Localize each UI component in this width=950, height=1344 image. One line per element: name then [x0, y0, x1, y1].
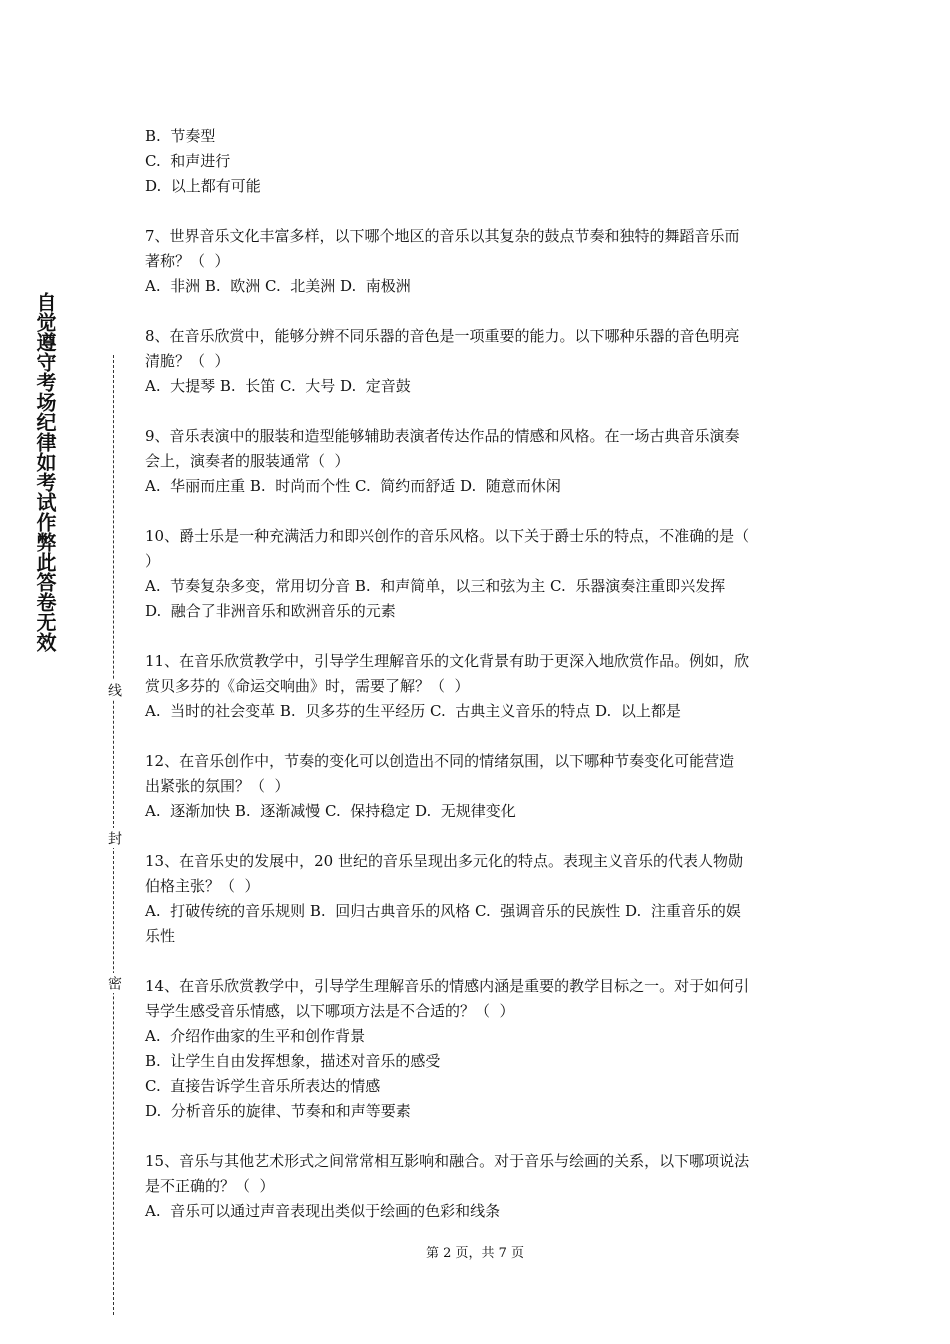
- option-line: A. 音乐可以通过声音表现出类似于绘画的色彩和线条: [145, 1202, 501, 1220]
- question-text: 14、在音乐欣赏教学中，引导学生理解音乐的情感内涵是重要的教学目标之一。对于如何引: [145, 977, 750, 995]
- question-text: 13、在音乐史的发展中，20 世纪的音乐呈现出多元化的特点。表现主义音乐的代表人物勋: [145, 852, 743, 870]
- question-7: [145, 224, 815, 299]
- question-text: 7、世界音乐文化丰富多样，以下哪个地区的音乐以其复杂的鼓点节奏和独特的舞蹈音乐而: [145, 227, 740, 245]
- option-line: A. 打破传统的音乐规则 B. 回归古典音乐的风格 C. 强调音乐的民族性 D. 注重音乐的娱: [145, 902, 741, 920]
- question-13: [145, 849, 815, 949]
- option-line: D. 以上都有可能: [145, 177, 261, 195]
- option-line: D. 分析音乐的旋律、节奏和和声等要素: [145, 1102, 411, 1120]
- option-line: D. 融合了非洲音乐和欧洲音乐的元素: [145, 602, 396, 620]
- option-line: B. 让学生自由发挥想象，描述对音乐的感受: [145, 1052, 441, 1070]
- option-line: A. 当时的社会变革 B. 贝多芬的生平经历 C. 古典主义音乐的特点 D. 以上都是: [145, 702, 681, 720]
- question-text: 赏贝多芬的《命运交响曲》时，需要了解？（ ）: [145, 677, 470, 695]
- question-text: 15、音乐与其他艺术形式之间常常相互影响和融合。对于音乐与绘画的关系，以下哪项说法: [145, 1152, 750, 1170]
- option-line: B. 节奏型: [145, 127, 216, 145]
- question-text: 10、爵士乐是一种充满活力和即兴创作的音乐风格。以下关于爵士乐的特点，不准确的是（: [145, 527, 750, 545]
- page-footer: 第 2 页，共 7 页: [425, 1246, 525, 1261]
- question-text: ）: [145, 552, 161, 570]
- exam-discipline-notice: 自觉遵守考场纪律如考试作弊此答卷无效: [33, 292, 57, 652]
- question-text: 12、在音乐创作中，节奏的变化可以创造出不同的情绪氛围，以下哪种节奏变化可能营造: [145, 752, 735, 770]
- question-14: [145, 974, 815, 1124]
- question-text: 会上，演奏者的服装通常（ ）: [145, 452, 350, 470]
- question-text: 8、在音乐欣赏中，能够分辨不同乐器的音色是一项重要的能力。以下哪种乐器的音色明亮: [145, 327, 740, 345]
- question-text: 清脆？（ ）: [145, 352, 230, 370]
- binding-mark-xian: 线: [104, 680, 124, 700]
- option-line: 乐性: [145, 927, 176, 945]
- question-text: 11、在音乐欣赏教学中，引导学生理解音乐的文化背景有助于更深入地欣赏作品。例如，欣: [145, 652, 750, 670]
- option-line: C. 和声进行: [145, 152, 231, 170]
- question-10: [145, 524, 815, 624]
- question-list: [145, 124, 815, 1249]
- binding-mark-feng: 封: [104, 828, 124, 848]
- option-line: A. 节奏复杂多变，常用切分音 B. 和声简单，以三和弦为主 C. 乐器演奏注重即兴发挥: [145, 577, 726, 595]
- question-text: 出紧张的氛围？（ ）: [145, 777, 290, 795]
- question-12: [145, 749, 815, 824]
- question-8: [145, 324, 815, 399]
- question-15: [145, 1149, 815, 1224]
- question-9: [145, 424, 815, 499]
- question-text: 导学生感受音乐情感，以下哪项方法是不合适的？（ ）: [145, 1002, 515, 1020]
- option-line: A. 非洲 B. 欧洲 C. 北美洲 D. 南极洲: [145, 277, 411, 295]
- option-line: A. 介绍作曲家的生平和创作背景: [145, 1027, 366, 1045]
- option-line: A. 逐渐加快 B. 逐渐减慢 C. 保持稳定 D. 无规律变化: [145, 802, 516, 820]
- option-line: A. 华丽而庄重 B. 时尚而个性 C. 简约而舒适 D. 随意而休闲: [145, 477, 561, 495]
- question-text: 是不正确的？（ ）: [145, 1177, 275, 1195]
- question-text: 伯格主张？（ ）: [145, 877, 260, 895]
- option-line: C. 直接告诉学生音乐所表达的情感: [145, 1077, 381, 1095]
- question-text: 9、音乐表演中的服装和造型能够辅助表演者传达作品的情感和风格。在一场古典音乐演奏: [145, 427, 740, 445]
- question-text: 著称？（ ）: [145, 252, 230, 270]
- question-6-options: [145, 124, 815, 199]
- binding-mark-mi: 密: [104, 973, 124, 993]
- option-line: A. 大提琴 B. 长笛 C. 大号 D. 定音鼓: [145, 377, 411, 395]
- question-11: [145, 649, 815, 724]
